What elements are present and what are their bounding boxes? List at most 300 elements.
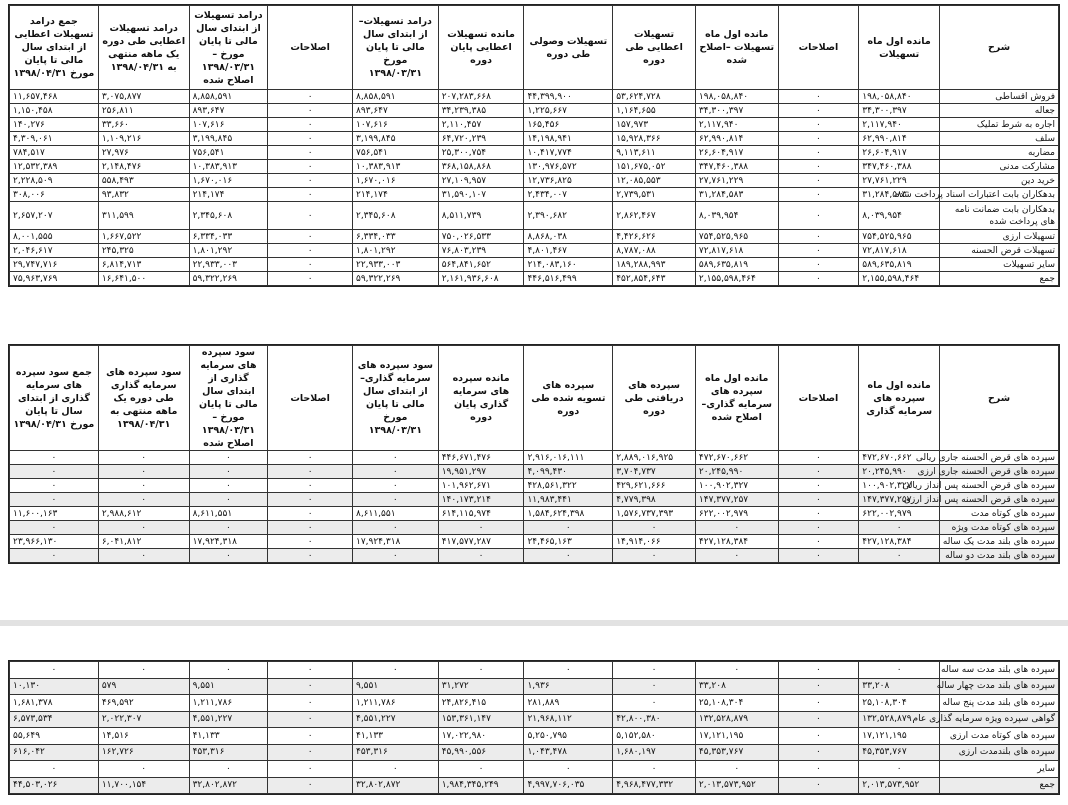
- table-cell: ۰: [778, 521, 859, 535]
- table-cell: ۴,۳۰۹,۰۶۱: [10, 132, 99, 146]
- table-cell: ۰: [268, 711, 353, 728]
- column-header: اصلاحات: [268, 6, 353, 90]
- table-cell: ۱۹۸,۰۵۸,۸۴۰: [859, 90, 940, 104]
- table-cell: ۰: [268, 272, 353, 286]
- column-header: مانده اول ماه سپرده های سرمایه گذاری– اصلاح شده: [695, 346, 778, 451]
- table-cell: ۲,۱۴۸,۴۷۶: [98, 160, 189, 174]
- table-cell: ۰: [778, 244, 859, 258]
- table-cell: ۶,۰۴۱,۸۱۲: [98, 535, 189, 549]
- table-cell: ۵۶۴,۸۴۱,۶۵۲: [438, 258, 524, 272]
- table-cell: ۶۲۲,۰۰۲,۹۷۹: [859, 507, 940, 521]
- table-cell: ۱۱,۹۸۳,۴۴۱: [524, 493, 613, 507]
- table-cell: ۰: [778, 272, 859, 286]
- table-cell: ۳۳,۶۶۰: [98, 118, 189, 132]
- table-cell: ۰: [268, 507, 353, 521]
- table-cell: ۶,۸۱۴,۷۱۳: [98, 258, 189, 272]
- table-cell: ۲,۳۴۵,۶۰۸: [352, 202, 438, 230]
- table-cell: ۰: [268, 549, 353, 563]
- table-cell: ۰: [524, 549, 613, 563]
- table-cell: ۴۵۲,۸۵۴,۶۴۳: [613, 272, 696, 286]
- table-row: [10, 244, 1059, 258]
- deposits-table-block: [8, 344, 1060, 564]
- table-cell: ۳۱,۲۸۴,۵۸۳: [859, 188, 940, 202]
- table-cell: ۴۲۹,۶۲۱,۶۶۶: [613, 479, 696, 493]
- table-cell: ۳۱,۲۷۲: [438, 678, 524, 695]
- column-header: اصلاحات: [268, 346, 353, 451]
- row-label: سپرده های بلند مدت چهار ساله: [939, 678, 1058, 695]
- table-cell: ۱۶,۶۴۱,۵۰۰: [98, 272, 189, 286]
- table-cell: ۰: [268, 451, 353, 465]
- table-cell: ۶۲,۹۹۰,۸۱۴: [695, 132, 778, 146]
- table-row: [10, 451, 1059, 465]
- table-cell: ۰: [778, 761, 859, 778]
- table-cell: ۸,۰۳۹,۹۵۴: [859, 202, 940, 230]
- row-label: اجاره به شرط تملیک: [939, 118, 1058, 132]
- table-cell: ۷۲,۸۱۷,۶۱۸: [695, 244, 778, 258]
- table-cell: ۲۶,۶۰۴,۹۱۷: [695, 146, 778, 160]
- deposits-continued-table: [9, 661, 1059, 794]
- table-cell: ۰: [10, 662, 99, 679]
- column-header: درامد تسهیلات–از ابتدای سال مالی تا پایان مورخ ۱۳۹۸/۰۳/۳۱: [352, 6, 438, 90]
- table-cell: ۱,۶۸۰,۱۹۷: [613, 744, 696, 761]
- table-cell: ۴۴,۳۹۹,۹۰۰: [524, 90, 613, 104]
- table-cell: ۵۷۹: [98, 678, 189, 695]
- table-cell: ۲,۹۸۸,۶۱۲: [98, 507, 189, 521]
- table-cell: ۰: [189, 465, 268, 479]
- column-header: مانده اول ماه سپرده های سرمایه گذاری: [859, 346, 940, 451]
- table-cell: ۱۳۰,۹۷۶,۵۷۲: [524, 160, 613, 174]
- table-cell: ۱۳۲,۵۲۸,۸۷۹: [859, 711, 940, 728]
- table-cell: ۰: [613, 549, 696, 563]
- table-cell: ۰: [98, 451, 189, 465]
- table-cell: ۰: [778, 662, 859, 679]
- table-cell: ۰: [778, 132, 859, 146]
- table-cell: ۳,۱۹۹,۸۴۵: [352, 132, 438, 146]
- table-cell: ۰: [778, 188, 859, 202]
- table-cell: ۰: [778, 230, 859, 244]
- table-cell: ۱۶۵,۴۵۶: [524, 118, 613, 132]
- table-cell: ۱,۸۰۱,۲۹۲: [189, 244, 268, 258]
- table-cell: ۰: [98, 662, 189, 679]
- table-cell: ۳۴,۲۳۹,۳۸۵: [438, 104, 524, 118]
- table-cell: ۵۳,۶۲۴,۷۲۸: [613, 90, 696, 104]
- table-cell: ۱۶۲,۷۲۶: [98, 744, 189, 761]
- table-cell: ۱۰۰,۹۰۲,۳۲۷: [859, 479, 940, 493]
- column-header: تسهیلات اعطایی طی دوره: [613, 6, 696, 90]
- table-cell: ۴۲,۸۰۰,۳۸۰: [613, 711, 696, 728]
- table-cell: ۲۵,۱۰۸,۳۰۴: [695, 695, 778, 712]
- table-cell: ۱۵,۹۲۸,۳۶۶: [613, 132, 696, 146]
- table-cell: ۳,۱۹۹,۸۴۵: [189, 132, 268, 146]
- table-cell: ۴۲۷,۱۲۸,۳۸۴: [695, 535, 778, 549]
- table-cell: ۰: [10, 521, 99, 535]
- table-cell: ۲,۲۲۸,۵۰۹: [10, 174, 99, 188]
- table-cell: ۳,۰۷۵,۸۷۷: [98, 90, 189, 104]
- table-row: [10, 744, 1059, 761]
- row-label: جمع: [939, 777, 1058, 794]
- deposits-continued-table-block: [8, 660, 1060, 795]
- table-row: [10, 549, 1059, 563]
- table-row: [10, 728, 1059, 745]
- table-cell: ۰: [352, 521, 438, 535]
- table-cell: ۴,۰۹۹,۴۳۰: [524, 465, 613, 479]
- table-cell: ۰: [778, 678, 859, 695]
- table-cell: ۸,۵۱۱,۷۳۹: [438, 202, 524, 230]
- table-cell: ۰: [778, 744, 859, 761]
- table-row: [10, 272, 1059, 286]
- table-cell: ۰: [613, 678, 696, 695]
- table-cell: ۱۵۷,۹۷۳: [613, 118, 696, 132]
- table-cell: ۰: [189, 451, 268, 465]
- table-cell: ۰: [10, 549, 99, 563]
- table-cell: ۱۲,۵۳۲,۳۸۹: [10, 160, 99, 174]
- row-label: سپرده های قرض الحسنه پس انداز ارزی: [939, 493, 1058, 507]
- table-cell: ۱۲,۷۳۶,۸۲۵: [524, 174, 613, 188]
- table-cell: ۴۵,۳۵۳,۷۶۷: [859, 744, 940, 761]
- table-cell: ۳۰۸,۰۰۶: [10, 188, 99, 202]
- table-cell: ۹۳,۸۳۲: [98, 188, 189, 202]
- table-cell: ۲,۷۳۹,۵۳۱: [613, 188, 696, 202]
- table-cell: ۰: [268, 146, 353, 160]
- table-cell: ۰: [613, 662, 696, 679]
- column-header: مانده سپرده های سرمایه گذاری پایان دوره: [438, 346, 524, 451]
- table-cell: ۱۴۰,۱۷۳,۲۱۴: [438, 493, 524, 507]
- table-row: [10, 118, 1059, 132]
- table-cell: ۱,۶۷۰,۰۱۶: [189, 174, 268, 188]
- table-cell: ۰: [695, 761, 778, 778]
- table-row: [10, 695, 1059, 712]
- table-cell: ۰: [524, 662, 613, 679]
- table-cell: ۰: [268, 118, 353, 132]
- row-label: سلف: [939, 132, 1058, 146]
- row-label: سپرده های قرض الحسنه پس انداز ریالی: [939, 479, 1058, 493]
- table-row: [10, 662, 1059, 679]
- table-cell: ۴,۸۰۱,۴۶۷: [524, 244, 613, 258]
- table-cell: ۳۴۷,۴۶۰,۳۸۸: [859, 160, 940, 174]
- table-cell: ۰: [268, 230, 353, 244]
- table-cell: ۰: [695, 549, 778, 563]
- table-cell: ۰: [778, 507, 859, 521]
- row-label: خرید دین: [939, 174, 1058, 188]
- column-header: تسهیلات وصولی طی دوره: [524, 6, 613, 90]
- table-cell: ۰: [695, 662, 778, 679]
- table-cell: ۷۸۴,۵۱۷: [10, 146, 99, 160]
- page-break-separator: [0, 620, 1068, 626]
- table-cell: ۴۶۹,۵۹۲: [98, 695, 189, 712]
- table-cell: ۶,۵۷۳,۵۳۴: [10, 711, 99, 728]
- table-cell: ۰: [778, 549, 859, 563]
- table-cell: ۲,۰۱۳,۵۷۳,۹۵۲: [859, 777, 940, 794]
- table-cell: ۳,۷۰۴,۷۳۷: [613, 465, 696, 479]
- table-cell: ۶۱۶,۰۴۲: [10, 744, 99, 761]
- table-cell: ۱۰۱,۹۶۲,۶۷۱: [438, 479, 524, 493]
- table-cell: ۵۸۹,۶۳۵,۸۱۹: [695, 258, 778, 272]
- table-cell: ۲۷,۷۶۱,۲۲۹: [859, 174, 940, 188]
- header-row: [10, 346, 1059, 451]
- column-header: مانده اول ماه تسهیلات: [859, 6, 940, 90]
- table-cell: ۲۴,۴۶۵,۱۶۳: [524, 535, 613, 549]
- table-cell: ۰: [98, 465, 189, 479]
- table-cell: ۰: [268, 662, 353, 679]
- table-cell: ۰: [189, 493, 268, 507]
- table-cell: ۳۱۱,۵۹۹: [98, 202, 189, 230]
- table-row: [10, 678, 1059, 695]
- table-cell: ۰: [859, 662, 940, 679]
- table-cell: ۲۱۴,۰۸۳,۱۶۰: [524, 258, 613, 272]
- deposits-table: [9, 345, 1059, 563]
- row-label: سپرده های بلند مدت پنج ساله: [939, 695, 1058, 712]
- table-cell: ۰: [10, 451, 99, 465]
- table-cell: ۳۱,۲۸۴,۵۸۳: [695, 188, 778, 202]
- row-label: مشارکت مدنی: [939, 160, 1058, 174]
- table-cell: ۱۱,۷۰۰,۱۵۴: [98, 777, 189, 794]
- table-cell: ۰: [352, 479, 438, 493]
- table-cell: ۵۹,۳۲۲,۲۶۹: [352, 272, 438, 286]
- table-cell: ۰: [524, 521, 613, 535]
- table-cell: ۱۷,۱۲۱,۱۹۵: [695, 728, 778, 745]
- column-header: اصلاحات: [778, 346, 859, 451]
- table-cell: ۰: [268, 695, 353, 712]
- table-cell: ۵۹,۳۲۲,۲۶۹: [189, 272, 268, 286]
- table-row: [10, 777, 1059, 794]
- table-cell: ۰: [352, 465, 438, 479]
- row-label: سپرده های قرض الحسنه جاری ریالی: [939, 451, 1058, 465]
- table-cell: ۷۵۶,۵۴۱: [189, 146, 268, 160]
- table-cell: ۰: [778, 90, 859, 104]
- table-cell: ۱۵۱,۶۷۵,۰۵۲: [613, 160, 696, 174]
- table-row: [10, 465, 1059, 479]
- table-cell: ۰: [189, 761, 268, 778]
- table-cell: ۱۴۰,۲۷۶: [10, 118, 99, 132]
- table-cell: ۰: [268, 777, 353, 794]
- table-cell: ۱,۶۷۰,۰۱۶: [352, 174, 438, 188]
- table-cell: ۱,۲۱۱,۷۸۶: [189, 695, 268, 712]
- table-cell: ۰: [438, 662, 524, 679]
- table-cell: ۱۰,۳۸۳,۹۱۳: [189, 160, 268, 174]
- column-header: سود سپرده های سرمایه گذاری–از ابتدای سال مالی تا پایان مورخ ۱۳۹۸/۰۳/۳۱: [352, 346, 438, 451]
- table-cell: ۰: [268, 90, 353, 104]
- table-cell: ۲۵,۱۰۸,۳۰۴: [859, 695, 940, 712]
- row-label: سپرده های بلند مدت سه ساله: [939, 662, 1058, 679]
- table-cell: ۵,۱۵۲,۵۸۰: [613, 728, 696, 745]
- table-cell: ۴۵,۹۹۰,۵۵۶: [438, 744, 524, 761]
- row-label: بدهکاران بابت ضمانت نامه های پرداخت شده: [939, 202, 1058, 230]
- table-cell: ۰: [268, 479, 353, 493]
- table-cell: ۴,۵۵۱,۲۲۷: [352, 711, 438, 728]
- table-cell: ۲۰,۲۴۵,۹۹۰: [859, 465, 940, 479]
- table-cell: ۱۹,۹۵۱,۲۹۷: [438, 465, 524, 479]
- table-cell: ۵,۲۵۰,۷۹۵: [524, 728, 613, 745]
- table-cell: ۲۵,۳۰۰,۷۵۴: [438, 146, 524, 160]
- table-cell: ۰: [268, 535, 353, 549]
- table-cell: ۱۳۲,۵۲۸,۸۷۹: [695, 711, 778, 728]
- table-cell: ۰: [778, 104, 859, 118]
- table-cell: ۱,۵۸۴,۶۲۴,۳۹۸: [524, 507, 613, 521]
- table-cell: ۸,۸۵۸,۵۹۱: [189, 90, 268, 104]
- column-header: مانده اول ماه تسهیلات –اصلاح شده: [695, 6, 778, 90]
- table-cell: ۳۳,۲۰۸: [859, 678, 940, 695]
- table-cell: ۸,۰۳۹,۹۵۴: [695, 202, 778, 230]
- table-cell: ۲,۱۱۰,۴۵۷: [438, 118, 524, 132]
- table-row: [10, 258, 1059, 272]
- column-header: جمع سود سپرده های سرمایه گذاری از ابتدای سال تا پایان مورخ ۱۳۹۸/۰۴/۳۱: [10, 346, 99, 451]
- table-row: [10, 132, 1059, 146]
- table-cell: ۲,۰۱۳,۵۷۳,۹۵۲: [695, 777, 778, 794]
- table-cell: ۴۵۳,۳۱۶: [352, 744, 438, 761]
- table-cell: ۴,۴۲۶,۶۲۶: [613, 230, 696, 244]
- table-cell: ۶۱۴,۱۱۵,۹۷۴: [438, 507, 524, 521]
- table-cell: ۰: [268, 160, 353, 174]
- table-cell: ۰: [613, 761, 696, 778]
- table-cell: ۱,۶۸۱,۳۷۸: [10, 695, 99, 712]
- table-cell: ۱,۱۰۹,۲۱۶: [98, 132, 189, 146]
- table-row: [10, 230, 1059, 244]
- table-cell: ۲۱۴,۱۷۴: [352, 188, 438, 202]
- table-cell: ۲,۰۴۶,۶۱۷: [10, 244, 99, 258]
- row-label: سپرده های قرض الحسنه جاری ارزی: [939, 465, 1058, 479]
- table-cell: ۰: [268, 728, 353, 745]
- table-cell: ۰: [352, 761, 438, 778]
- table-cell: ۲,۳۴۵,۶۰۸: [189, 202, 268, 230]
- row-label: سپرده های کوتاه مدت: [939, 507, 1058, 521]
- table-cell: ۲,۰۲۲,۳۰۷: [98, 711, 189, 728]
- table-cell: ۴۱۷,۵۷۷,۲۸۷: [438, 535, 524, 549]
- table-row: [10, 479, 1059, 493]
- table-cell: ۳۳,۲۰۸: [695, 678, 778, 695]
- table-row: [10, 521, 1059, 535]
- table-cell: ۲,۳۹۰,۶۸۲: [524, 202, 613, 230]
- table-cell: ۱۰۰,۹۰۲,۳۲۷: [695, 479, 778, 493]
- table-cell: ۹,۱۱۳,۶۱۱: [613, 146, 696, 160]
- table-cell: ۰: [189, 549, 268, 563]
- table-cell: ۱,۱۶۴,۶۵۵: [613, 104, 696, 118]
- table-cell: ۳۴,۳۰۰,۳۹۷: [695, 104, 778, 118]
- table-cell: ۰: [778, 493, 859, 507]
- table-cell: ۰: [268, 174, 353, 188]
- table-cell: ۲,۶۵۷,۲۰۷: [10, 202, 99, 230]
- table-cell: ۲,۱۱۷,۹۴۰: [695, 118, 778, 132]
- table-row: [10, 493, 1059, 507]
- table-cell: ۱۴,۱۹۸,۹۴۱: [524, 132, 613, 146]
- table-row: [10, 202, 1059, 230]
- table-cell: ۴۱,۱۳۳: [189, 728, 268, 745]
- table-cell: ۱,۲۲۵,۶۶۷: [524, 104, 613, 118]
- table-cell: ۰: [778, 777, 859, 794]
- table-cell: ۲,۴۳۴,۰۰۷: [524, 188, 613, 202]
- table-cell: ۵۸۹,۶۳۵,۸۱۹: [859, 258, 940, 272]
- table-cell: ۰: [268, 202, 353, 230]
- table-cell: ۰: [613, 521, 696, 535]
- table-cell: ۴۵,۳۵۳,۷۶۷: [695, 744, 778, 761]
- row-label: گواهی سپرده ویژه سرمایه گذاری عام: [939, 711, 1058, 728]
- table-cell: ۰: [524, 761, 613, 778]
- table-cell: ۷۶,۸۰۳,۲۳۹: [438, 244, 524, 258]
- table-cell: ۲۷,۹۷۶: [98, 146, 189, 160]
- table-cell: ۰: [613, 695, 696, 712]
- table-cell: ۲,۱۶۱,۹۳۶,۶۰۸: [438, 272, 524, 286]
- table-cell: ۱,۱۵۰,۴۵۸: [10, 104, 99, 118]
- column-header: درامد تسهیلات اعطایی طی دوره یک ماهه منتهی به ۱۳۹۸/۰۴/۳۱: [98, 6, 189, 90]
- table-cell: ۲۰,۲۴۵,۹۹۰: [695, 465, 778, 479]
- header-row: [10, 6, 1059, 90]
- table-cell: ۰: [438, 549, 524, 563]
- table-cell: ۸,۶۱۱,۵۵۱: [352, 507, 438, 521]
- column-header: سود سپرده های سرمایه گذاری از ابتدای سال مالی تا پایان مورخ – ۱۳۹۸/۰۳/۳۱ اصلاح شده: [189, 346, 268, 451]
- table-row: [10, 535, 1059, 549]
- table-cell: ۹,۵۵۱: [189, 678, 268, 695]
- column-header: شرح: [939, 346, 1058, 451]
- table-cell: ۰: [859, 549, 940, 563]
- table-cell: ۰: [778, 146, 859, 160]
- table-cell: ۲۴۵,۳۲۵: [98, 244, 189, 258]
- table-cell: ۲,۸۶۲,۴۶۷: [613, 202, 696, 230]
- table-cell: ۱۰,۴۱۷,۷۷۴: [524, 146, 613, 160]
- column-header: درامد تسهیلات از ابتدای سال مالی تا پایان مورخ – ۱۳۹۸/۰۳/۳۱ اصلاح شده: [189, 6, 268, 90]
- table-cell: ۰: [268, 678, 353, 695]
- table-cell: ۷۵۴,۵۲۵,۹۶۵: [695, 230, 778, 244]
- table-cell: ۴۷۲,۶۷۰,۶۶۲: [859, 451, 940, 465]
- table-cell: ۰: [859, 521, 940, 535]
- table-cell: ۱۴,۵۱۶: [98, 728, 189, 745]
- table-cell: ۱۰۷,۶۱۶: [352, 118, 438, 132]
- table-cell: ۰: [778, 174, 859, 188]
- table-cell: ۳۲,۸۰۲,۸۷۲: [352, 777, 438, 794]
- table-row: [10, 174, 1059, 188]
- column-header: شرح: [939, 6, 1058, 90]
- row-label: سپرده های کوتاه مدت ویژه: [939, 521, 1058, 535]
- table-cell: ۲۷,۷۶۱,۲۲۹: [695, 174, 778, 188]
- column-header: سود سپرده های سرمایه گذاری طی دوره یک ماهه منتهی به ۱۳۹۸/۰۴/۳۱: [98, 346, 189, 451]
- table-cell: ۱۴,۹۱۴,۰۶۶: [613, 535, 696, 549]
- row-label: تسهیلات قرض الحسنه: [939, 244, 1058, 258]
- column-header: سپرده های دریافتی طی دوره: [613, 346, 696, 451]
- table-cell: ۴۴۶,۶۷۱,۴۷۶: [438, 451, 524, 465]
- table-cell: ۰: [268, 493, 353, 507]
- row-label: سایر تسهیلات: [939, 258, 1058, 272]
- table-cell: ۰: [10, 465, 99, 479]
- row-label: فروش اقساطی: [939, 90, 1058, 104]
- table-cell: ۲,۱۵۵,۵۹۸,۴۶۴: [859, 272, 940, 286]
- row-label: سپرده های کوتاه مدت ارزی: [939, 728, 1058, 745]
- row-label: سایر: [939, 761, 1058, 778]
- table-cell: ۸,۰۰۱,۵۵۵: [10, 230, 99, 244]
- table-cell: ۴,۹۶۸,۴۷۷,۳۳۲: [613, 777, 696, 794]
- table-cell: ۱۰,۱۳۰: [10, 678, 99, 695]
- table-cell: ۰: [352, 549, 438, 563]
- table-cell: ۳۴۷,۴۶۰,۳۸۸: [695, 160, 778, 174]
- table-cell: ۲۵۶,۸۱۱: [98, 104, 189, 118]
- table-cell: ۴۲۷,۱۲۸,۳۸۴: [859, 535, 940, 549]
- table-cell: ۲,۱۱۷,۹۴۰: [859, 118, 940, 132]
- table-cell: ۱۴۷,۳۷۷,۲۵۷: [859, 493, 940, 507]
- table-cell: ۳۲,۸۰۲,۸۷۲: [189, 777, 268, 794]
- table-cell: ۰: [268, 258, 353, 272]
- column-header: سپرده های تسویه شده طی دوره: [524, 346, 613, 451]
- table-cell: ۱۱,۶۰۰,۱۶۳: [10, 507, 99, 521]
- table-cell: ۰: [10, 761, 99, 778]
- table-cell: ۲۲,۹۳۳,۰۰۳: [352, 258, 438, 272]
- table-cell: ۴,۵۵۱,۲۲۷: [189, 711, 268, 728]
- table-cell: ۶,۳۳۴,۰۳۳: [189, 230, 268, 244]
- table-cell: ۴۲۸,۵۶۱,۳۲۲: [524, 479, 613, 493]
- table-cell: ۰: [268, 104, 353, 118]
- table-cell: ۰: [352, 662, 438, 679]
- table-cell: ۱۵۳,۳۶۱,۱۴۷: [438, 711, 524, 728]
- table-cell: ۷۲,۸۱۷,۶۱۸: [859, 244, 940, 258]
- table-cell: ۱۱,۶۵۷,۴۶۸: [10, 90, 99, 104]
- table-cell: ۶۴,۷۲۰,۲۳۹: [438, 132, 524, 146]
- row-label: جعاله: [939, 104, 1058, 118]
